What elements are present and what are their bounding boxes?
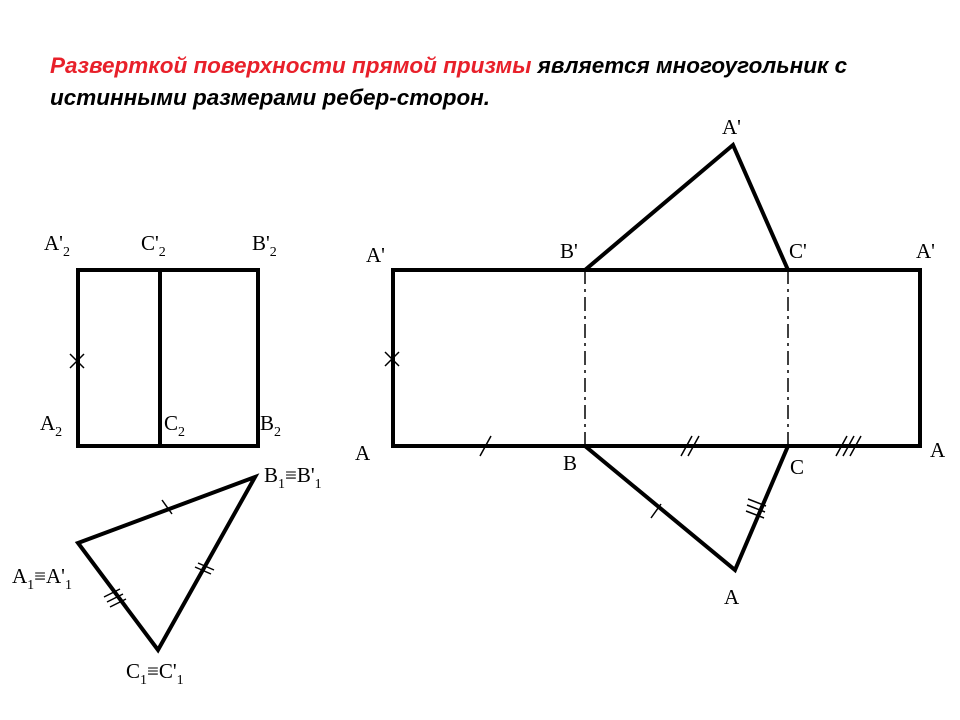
label-front-b2p: $B'_2$ bbox=[252, 231, 277, 260]
label-top-c1: $C_1\equiv C'_1$ bbox=[126, 659, 184, 688]
label-front-a2p: $A'_2$ bbox=[44, 231, 70, 260]
label-net-b: B bbox=[563, 451, 578, 475]
label-top-a1: $A_1\equiv A'_1$ bbox=[12, 564, 72, 593]
label-net-ap-top: A' bbox=[722, 115, 741, 139]
label-net-c: C bbox=[790, 455, 805, 479]
net-face-ab bbox=[393, 270, 585, 446]
label-net-a-bottom: A bbox=[724, 585, 740, 609]
heading-rest: является многоугольник с истинными размерами ребер-сторон. bbox=[50, 53, 848, 110]
prism-net bbox=[385, 145, 920, 570]
label-net-a-right: A bbox=[930, 438, 946, 462]
label-net-ap-right: A' bbox=[916, 239, 935, 263]
label-front-c2p: $C'_2$ bbox=[141, 231, 166, 260]
heading-accent: Разверткой поверхности прямой призмы bbox=[50, 53, 532, 78]
label-front-b2: $B_2$ bbox=[260, 411, 282, 440]
label-front-c2: $C_2$ bbox=[164, 411, 186, 440]
label-net-cp: C' bbox=[789, 239, 807, 263]
label-net-a-left: A bbox=[355, 441, 371, 465]
label-top-b1: $B_1\equiv B'_1$ bbox=[264, 463, 322, 492]
label-front-a2: $A_2$ bbox=[40, 411, 63, 440]
label-net-ap-left: A' bbox=[366, 243, 385, 267]
top-view bbox=[78, 477, 255, 650]
net-top-base bbox=[585, 145, 788, 270]
net-bottom-base bbox=[585, 446, 788, 570]
label-net-bp: B' bbox=[560, 239, 578, 263]
net-face-ca bbox=[788, 270, 920, 446]
top-view-triangle bbox=[78, 477, 255, 650]
